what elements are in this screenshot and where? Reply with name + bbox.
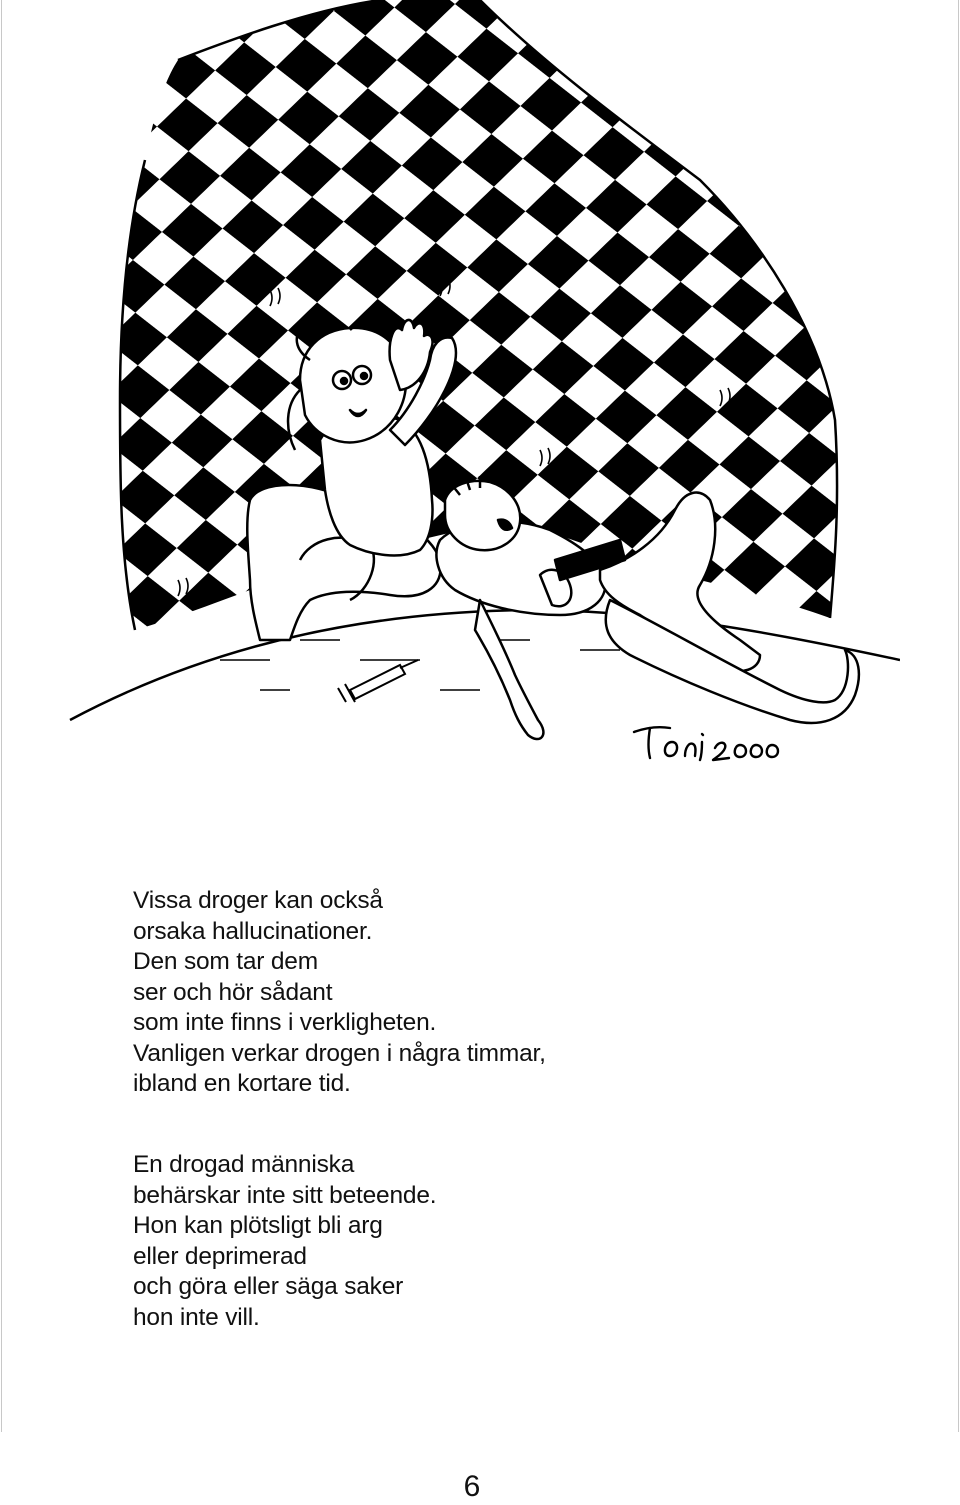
text-line: hon inte vill. <box>133 1303 260 1331</box>
page-edge-right <box>958 0 959 1432</box>
cartoon-svg <box>60 0 900 780</box>
text-line: och göra eller säga saker <box>133 1273 404 1300</box>
page-number: 6 <box>463 1470 481 1503</box>
text-line: ibland en kortare tid. <box>133 1070 351 1097</box>
text-line: orsaka hallucinationer. <box>133 917 373 945</box>
cartoon-illustration <box>60 0 900 780</box>
syringe-drawing <box>338 660 418 702</box>
paragraph-behavior <box>133 1150 853 1333</box>
text-line: Vanligen verkar drogen i några timmar, <box>133 1039 546 1067</box>
text-line: En drogad människa <box>133 1151 355 1178</box>
text-line: Hon kan plötsligt bli arg <box>133 1212 383 1239</box>
text-line: Vissa droger kan också <box>133 887 383 914</box>
text-line: behärskar inte sitt beteende. <box>133 1181 437 1209</box>
text-line: ser och hör sådant <box>133 978 333 1006</box>
text-line: som inte finns i verkligheten. <box>133 1009 437 1036</box>
paragraph-hallucinations <box>133 886 853 1100</box>
text-line: eller deprimerad <box>133 1242 307 1270</box>
page-edge-left <box>1 0 2 1432</box>
artist-signature <box>634 727 778 760</box>
text-line: Den som tar dem <box>133 948 318 975</box>
